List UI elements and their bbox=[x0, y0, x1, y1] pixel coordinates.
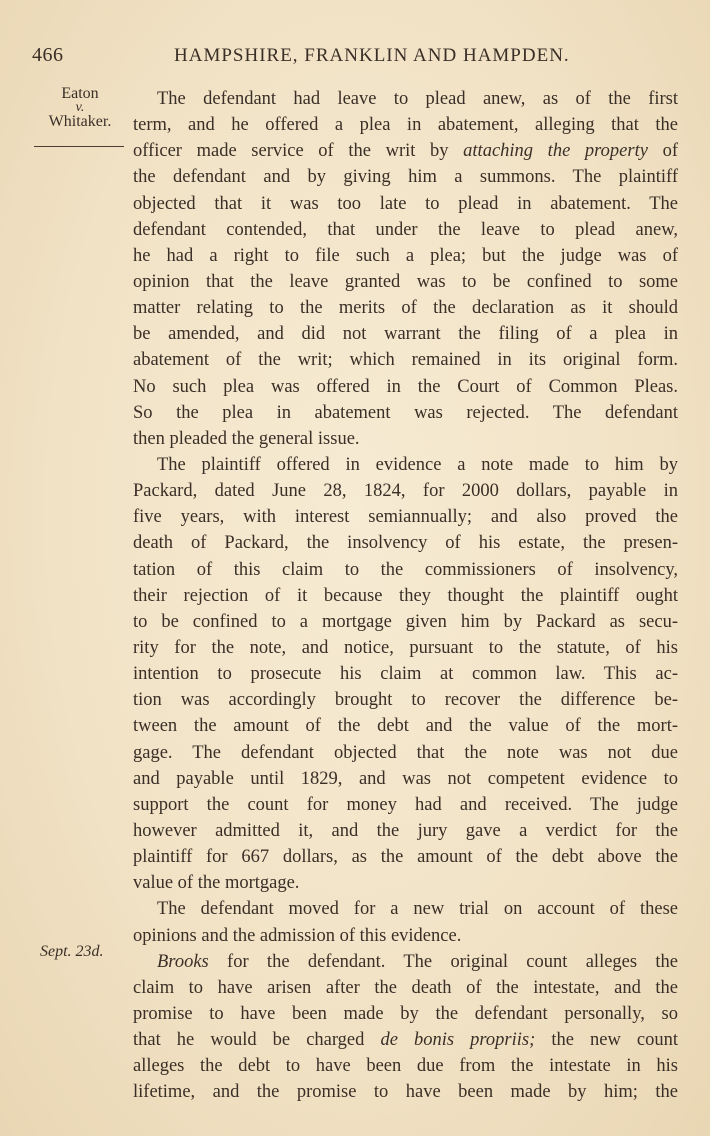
text-line: alleges the debt to have been due from the intestate in his bbox=[133, 1056, 678, 1077]
text-line: value of the mortgage. bbox=[133, 873, 300, 894]
page-number: 466 bbox=[32, 44, 64, 66]
italic-phrase: attaching the property bbox=[463, 141, 648, 162]
text-line: tation of this claim to the commissioners of insolvency, bbox=[133, 559, 678, 580]
text-line: Brooks for the defendant. The original count alleges the bbox=[157, 951, 678, 972]
italic-phrase: Brooks bbox=[157, 951, 209, 972]
text-line: abatement of the writ; which remained in its original form. bbox=[133, 350, 678, 371]
date-note: Sept. 23d. bbox=[40, 943, 104, 960]
running-title: HAMPSHIRE, FRANKLIN AND HAMPDEN. bbox=[174, 45, 570, 66]
text-line: No such plea was offered in the Court of Common Pleas. bbox=[133, 376, 678, 397]
italic-phrase: de bonis propriis; bbox=[380, 1030, 536, 1051]
case-plaintiff: Eaton bbox=[61, 85, 99, 102]
text-line: claim to have arisen after the death of the intestate, and the bbox=[133, 977, 678, 998]
text-line: be amended, and did not warrant the filing of a plea in bbox=[133, 324, 678, 345]
text-line: he had a right to file such a plea; but the judge was of bbox=[133, 245, 678, 266]
text-line: the defendant and by giving him a summons. The plaintiff bbox=[133, 167, 678, 188]
text-line: that he would be charged de bonis propriis; the new count bbox=[133, 1030, 678, 1051]
text-line: opinion that the leave granted was to be confined to some bbox=[133, 271, 678, 292]
text-line: The plaintiff offered in evidence a note made to him by bbox=[157, 454, 678, 475]
text-line: matter relating to the merits of the declaration as it should bbox=[133, 298, 678, 319]
text-line: objected that it was too late to plead in abatement. The bbox=[133, 193, 678, 214]
text-line: tion was accordingly brought to recover the difference be- bbox=[133, 690, 678, 711]
text-line: So the plea in abatement was rejected. The defendant bbox=[133, 402, 678, 423]
case-note-rule bbox=[34, 146, 124, 147]
page-header bbox=[32, 44, 682, 74]
text-line: defendant contended, that under the leave to plead anew, bbox=[133, 219, 678, 240]
body-text bbox=[133, 86, 678, 1105]
text-line: The defendant moved for a new trial on account of these bbox=[157, 899, 678, 920]
text-line: their rejection of it because they thought the plaintiff ought bbox=[133, 585, 678, 606]
case-defendant: Whitaker. bbox=[48, 113, 112, 130]
text-line: plaintiff for 667 dollars, as the amount of the debt above the bbox=[133, 847, 678, 868]
case-versus: v. bbox=[75, 100, 85, 115]
text-line: to be confined to a mortgage given him by Packard as secu- bbox=[133, 611, 678, 632]
text-line: then pleaded the general issue. bbox=[133, 428, 360, 449]
text-line: five years, with interest semiannually; and also proved the bbox=[133, 507, 678, 528]
text-line: gage. The defendant objected that the note was not due bbox=[133, 742, 678, 763]
text-line: rity for the note, and notice, pursuant to the statute, of his bbox=[133, 637, 678, 658]
text-line: and payable until 1829, and was not competent evidence to bbox=[133, 768, 678, 789]
text-line: support the count for money had and received. The judge bbox=[133, 794, 678, 815]
text-line: intention to prosecute his claim at common law. This ac- bbox=[133, 664, 678, 685]
text-line: officer made service of the writ by attaching the property of bbox=[133, 141, 678, 162]
text-line: Packard, dated June 28, 1824, for 2000 dollars, payable in bbox=[133, 481, 678, 502]
text-line: tween the amount of the debt and the value of the mort- bbox=[133, 716, 678, 737]
text-line: lifetime, and the promise to have been made by him; the bbox=[133, 1082, 678, 1103]
text-line: promise to have been made by the defendant personally, so bbox=[133, 1003, 678, 1024]
text-line: opinions and the admission of this evidence. bbox=[133, 925, 462, 946]
text-line: however admitted it, and the jury gave a verdict for the bbox=[133, 820, 678, 841]
case-name-note bbox=[30, 86, 130, 130]
text-line: The defendant had leave to plead anew, as of the first bbox=[157, 89, 678, 109]
text-line: term, and he offered a plea in abatement, alleging that the bbox=[133, 115, 678, 136]
text-line: death of Packard, the insolvency of his estate, the presen- bbox=[133, 533, 678, 554]
